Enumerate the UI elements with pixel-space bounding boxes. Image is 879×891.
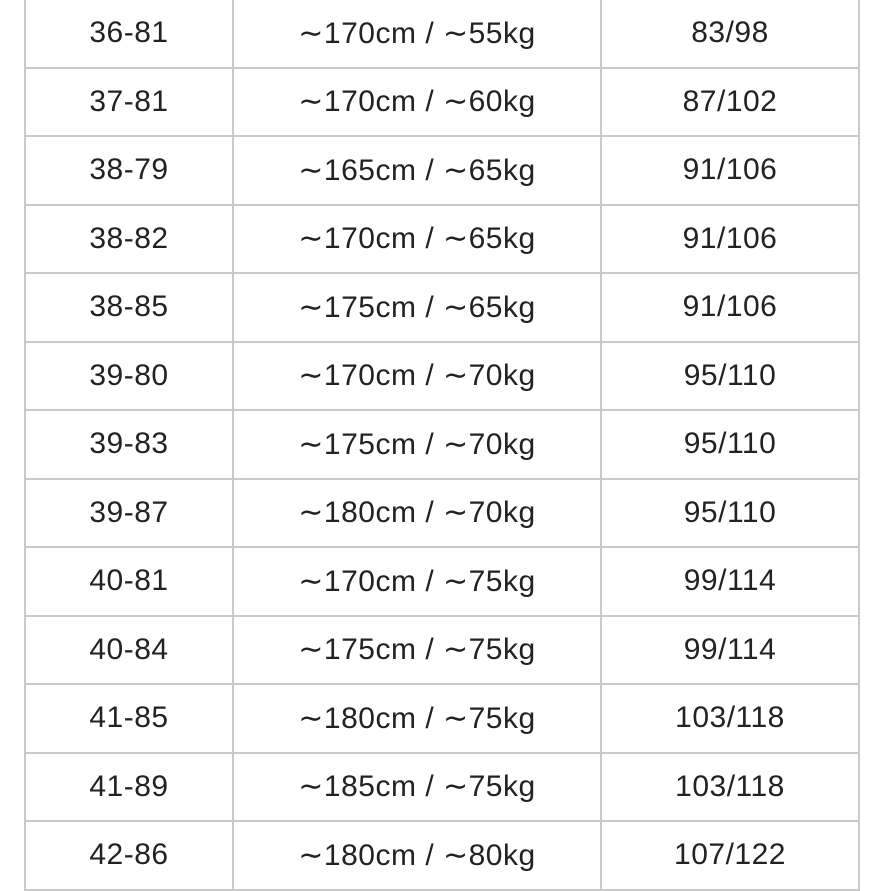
size-cell: 39-87 [25, 479, 233, 548]
table-row [25, 684, 859, 753]
height-weight-cell: ∼175cm / ∼70kg [233, 410, 601, 479]
size-cell: 39-83 [25, 410, 233, 479]
measurement-cell: 103/118 [601, 684, 859, 753]
size-chart-table [24, 0, 860, 891]
size-cell: 42-86 [25, 821, 233, 890]
height-weight-cell: ∼170cm / ∼70kg [233, 342, 601, 411]
table-row [25, 821, 859, 890]
table-row [25, 136, 859, 205]
table-row [25, 616, 859, 685]
size-cell: 40-81 [25, 547, 233, 616]
size-cell: 41-89 [25, 753, 233, 822]
table-row [25, 342, 859, 411]
height-weight-cell: ∼170cm / ∼65kg [233, 205, 601, 274]
measurement-cell: 99/114 [601, 616, 859, 685]
height-weight-cell: ∼185cm / ∼75kg [233, 753, 601, 822]
height-weight-cell: ∼175cm / ∼75kg [233, 616, 601, 685]
size-cell: 38-85 [25, 273, 233, 342]
size-cell: 40-84 [25, 616, 233, 685]
table-row [25, 68, 859, 137]
measurement-cell: 87/102 [601, 68, 859, 137]
size-cell: 36-81 [25, 0, 233, 68]
height-weight-cell: ∼170cm / ∼60kg [233, 68, 601, 137]
height-weight-cell: ∼180cm / ∼70kg [233, 479, 601, 548]
table-row [25, 205, 859, 274]
size-chart-body [25, 0, 859, 890]
size-cell: 38-79 [25, 136, 233, 205]
height-weight-cell: ∼170cm / ∼75kg [233, 547, 601, 616]
table-row [25, 0, 859, 68]
table-row [25, 753, 859, 822]
height-weight-cell: ∼175cm / ∼65kg [233, 273, 601, 342]
measurement-cell: 91/106 [601, 273, 859, 342]
size-cell: 39-80 [25, 342, 233, 411]
measurement-cell: 103/118 [601, 753, 859, 822]
table-row [25, 273, 859, 342]
size-cell: 38-82 [25, 205, 233, 274]
height-weight-cell: ∼165cm / ∼65kg [233, 136, 601, 205]
measurement-cell: 91/106 [601, 205, 859, 274]
height-weight-cell: ∼180cm / ∼80kg [233, 821, 601, 890]
measurement-cell: 91/106 [601, 136, 859, 205]
height-weight-cell: ∼180cm / ∼75kg [233, 684, 601, 753]
measurement-cell: 95/110 [601, 410, 859, 479]
measurement-cell: 99/114 [601, 547, 859, 616]
measurement-cell: 95/110 [601, 342, 859, 411]
measurement-cell: 95/110 [601, 479, 859, 548]
size-cell: 41-85 [25, 684, 233, 753]
table-row [25, 479, 859, 548]
table-row [25, 410, 859, 479]
height-weight-cell: ∼170cm / ∼55kg [233, 0, 601, 68]
size-cell: 37-81 [25, 68, 233, 137]
measurement-cell: 83/98 [601, 0, 859, 68]
measurement-cell: 107/122 [601, 821, 859, 890]
table-row [25, 547, 859, 616]
